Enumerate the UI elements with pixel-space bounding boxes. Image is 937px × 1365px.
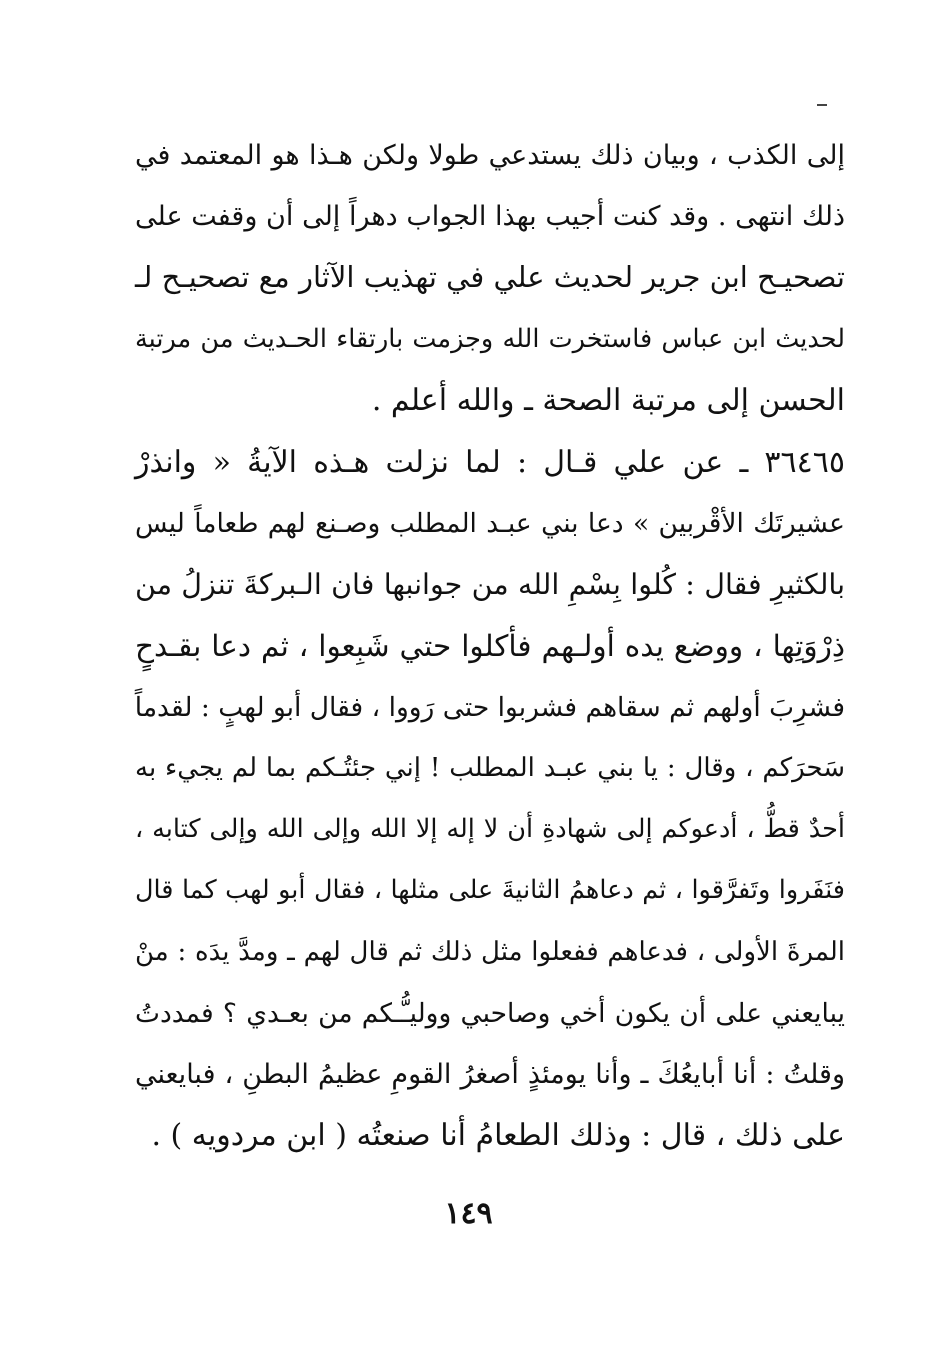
text-line: تصحيـح ابن جرير لحديث علي في تهذيب الآثار مع تصحيـح لـ xyxy=(135,260,845,295)
text-line: فنَفَروا وتَفرَّقوا ، ثم دعاهمُ الثانيةَ على مثلها ، فقال أبو لهب كما قال xyxy=(135,875,845,906)
text-line: المرةَ الأولى ، فدعاهم ففعلوا مثل ذلك ثم قال لهم ـ ومدَّ يدَه : منْ xyxy=(135,936,845,967)
text-line: أحدٌ قطُّ ، أدعوكم إلى شهادةِ أن لا إله إلا الله وإلى الله وإلى كتابه ، xyxy=(135,814,845,845)
text-line: ٣٦٤٦٥ ـ عن علي قـال : لما نزلت هـذه الآيةُ « وانذرْ xyxy=(135,445,845,480)
top-mark xyxy=(817,104,827,106)
text-line: ذِرْوَتِها ، ووضع يده أولـهم فأكلوا حتي شَبِعوا ، ثم دعا بقـدحٍ xyxy=(135,628,845,663)
text-line: سَحرَكم ، وقال : يا بني عبـد المطلب ! إني جئتُـكم بما لم يجيء به xyxy=(135,752,845,783)
paragraph-commentary xyxy=(135,125,845,431)
page-number: ١٤٩ xyxy=(444,1196,493,1231)
text-line: عشيرتَك الأقْربين » دعا بني عبـد المطلب وصـنع لهم طعاماً ليس xyxy=(135,508,845,540)
text-line: يبايعني على أن يكون أخي وصاحبي ووليـُّـكم من بعـدي ؟ فمددتُ xyxy=(135,997,845,1029)
text-line: فشرِبَ أولهم ثم سقاهم فشربوا حتى رَووا ، فقال أبو لهبٍ : لقدماً xyxy=(134,691,845,723)
text-line: على ذلك ، قال : وذلك الطعامُ أنا صنعتُه ( ابن مردويه ) . xyxy=(151,1118,845,1154)
text-line: وقلتُ : أنا أبايعُكَ ـ وأنا يومئذٍ أصغرُ القومِ عظيمُ البطنِ ، فبايعني xyxy=(135,1058,845,1090)
text-line: الحسن إلى مرتبة الصحة ـ والله أعلم . xyxy=(371,382,845,418)
text-line: إلى الكذب ، وبيان ذلك يستدعي طولا ولكن هـذا هو المعتمد في xyxy=(135,140,845,171)
text-line: لحديث ابن عباس فاستخرت الله وجزمت بارتقاء الحـديث من مرتبة xyxy=(135,323,845,354)
text-line: بالكثيرِ فقال : كُلوا بِسْمِ الله من جوانبها فان الـبركةَ تنزلُ من xyxy=(135,568,845,602)
paragraph-hadith xyxy=(135,432,845,1166)
text-line: ذلك انتهى . وقد كنت أجيب بهذا الجواب دهراً إلى أن وقفت على xyxy=(135,201,845,233)
